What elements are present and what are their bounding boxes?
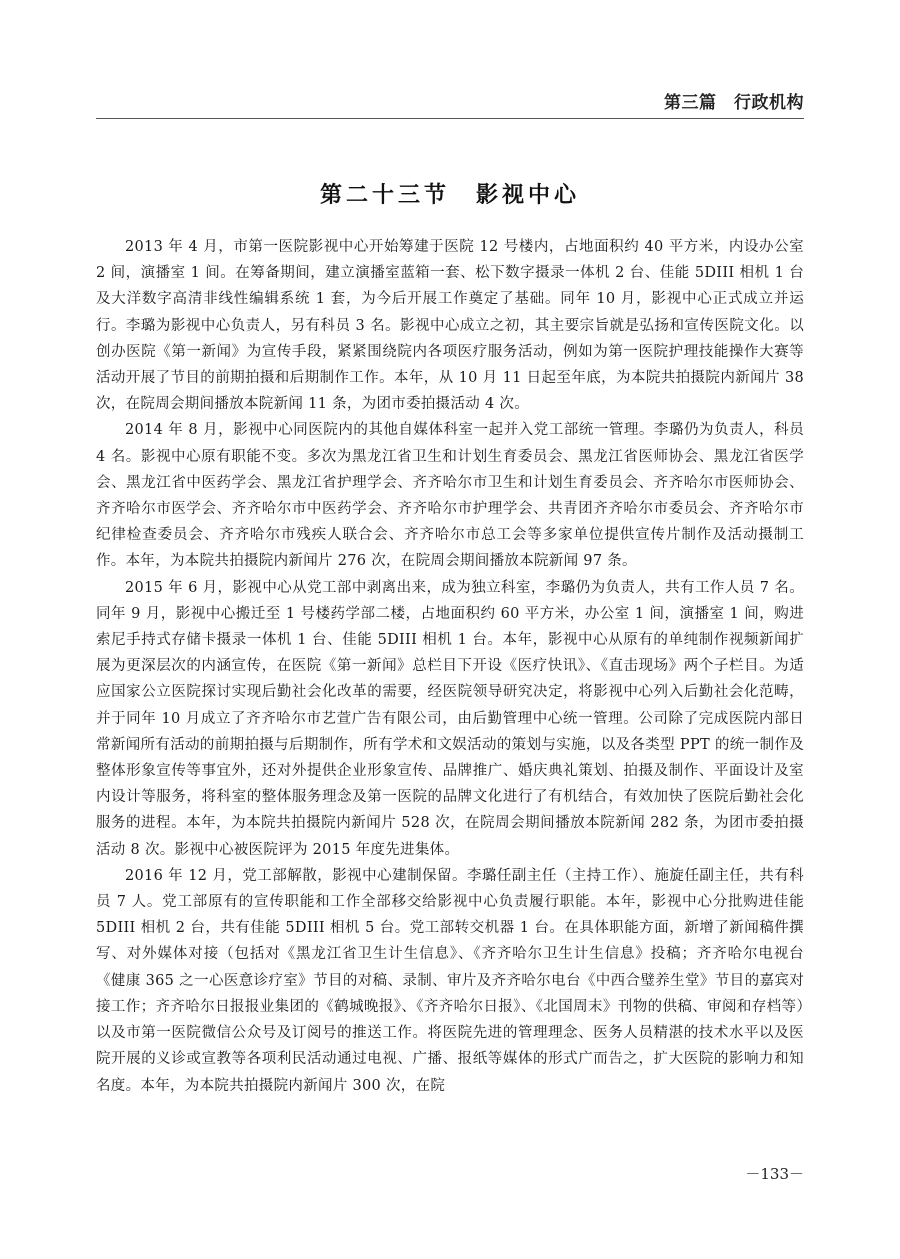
paragraph-2014: 2014 年 8 月，影视中心同医院内的其他自媒体科室一起并入党工部统一管理。李璐仍为负责人，科员 4 名。影视中心原有职能不变。多次为黑龙江省卫生和计划生育委员会、黑龙江省医师协会、黑龙江省医学会、黑龙江省中医药学会、黑龙江省护理学会、齐齐哈尔市卫生和计划生育委员会、齐齐哈尔市医师协会、齐齐哈尔市医学会、齐齐哈尔市中医药学会、齐齐哈尔市护理学会、共青团齐齐哈尔市委员会、齐齐哈尔市纪律检查委员会、齐齐哈尔市残疾人联合会、齐齐哈尔市总工会等多家单位提供宣传片制作及活动摄制工作。本年，为本院共拍摄院内新闻片 276 次，在院周会期间播放本院新闻 97 条。 — [96, 422, 804, 570]
paragraph-2015: 2015 年 6 月，影视中心从党工部中剥离出来，成为独立科室，李璐仍为负责人，共有工作人员 7 名。同年 9 月，影视中心搬迁至 1 号楼药学部二楼，占地面积约 60 平方米，办公室 1 间，演播室 1 间，购进索尼手持式存储卡摄录一体机 1 台、佳能 5DIII 相机 1 台。本年，影视中心从原有的单纯制作视频新闻扩展为更深层次的内涵宣传，在医院《第一新闻》总栏目下开设《医疗快讯》、《直击现场》两个子栏目。为适应国家公立医院探讨实现后勤社会化改革的需要，经医院领导研究决定，将影视中心列入后勤社会化范畴，并于同年 10 月成立了齐齐哈尔市艺萱广告有限公司，由后勤管理中心统一管理。公司除了完成医院内部日常新闻所有活动的前期拍摄与后期制作，所有学术和文娱活动的策划与实施，以及各类型 PPT 的统一制作及整体形象宣传等事宜外，还对外提供企业形象宣传、品牌推广、婚庆典礼策划、拍摄及制作、平面设计及室内设计等服务，将科室的整体服务理念及第一医院的品牌文化进行了有机结合，有效加快了医院后勤社会化服务的进程。本年，为本院共拍摄院内新闻片 528 次，在院周会期间播放本院新闻 282 条，为团市委拍摄活动 8 次。影视中心被医院评为 2015 年度先进集体。 — [96, 579, 804, 858]
page-number: －133－ — [745, 1165, 804, 1183]
paragraph-2016: 2016 年 12 月，党工部解散，影视中心建制保留。李璐任副主任（主持工作）、施旋任副主任，共有科员 7 人。党工部原有的宣传职能和工作全部移交给影视中心负责履行职能。本年，影视中心分批购进佳能 5DIII 相机 2 台，共有佳能 5DIII 相机 5 台。党工部转交机器 1 台。在具体职能方面，新增了新闻稿件撰写、对外媒体对接（包括对《黑龙江省卫生计生信息》、《齐齐哈尔卫生计生信息》投稿；齐齐哈尔电视台《健康 365 之一心医意诊疗室》节目的对稿、录制、审片及齐齐哈尔电台《中西合璧养生堂》节目的嘉宾对接工作；齐齐哈尔日报报业集团的《鹤城晚报》、《齐齐哈尔日报》、《北国周末》刊物的供稿、审阅和存档等）以及市第一医院微信公众号及订阅号的推送工作。将医院先进的管理理念、医务人员精湛的技术水平以及医院开展的义诊或宣教等各项利民活动通过电视、广播、报纸等媒体的形式广而告之，扩大医院的影响力和知名度。本年，为本院共拍摄院内新闻片 300 次，在院 — [96, 867, 804, 1094]
section-title: 第二十三节 影视中心 — [319, 182, 580, 208]
body-text — [96, 234, 804, 1099]
running-header: 第三篇 行政机构 — [664, 93, 804, 113]
header-rule — [96, 118, 804, 119]
paragraph-2013: 2013 年 4 月，市第一医院影视中心开始筹建于医院 12 号楼内，占地面积约 40 平方米，内设办公室 2 间，演播室 1 间。在筹备期间，建立演播室蓝箱一套、松下数字摄录一体机 2 台、佳能 5DIII 相机 1 台及大洋数字高清非线性编辑系统 1 套，为今后开展工作奠定了基础。同年 10 月，影视中心正式成立并运行。李璐为影视中心负责人，另有科员 3 名。影视中心成立之初，其主要宗旨就是弘扬和宣传医院文化。以创办医院《第一新闻》为宣传手段，紧紧围绕院内各项医疗服务活动，例如为第一医院护理技能操作大赛等活动开展了节目的前期拍摄和后期制作工作。本年，从 10 月 11 日起至年底，为本院共拍摄院内新闻片 38 次，在院周会期间播放本院新闻 11 条，为团市委拍摄活动 4 次。 — [96, 239, 804, 413]
